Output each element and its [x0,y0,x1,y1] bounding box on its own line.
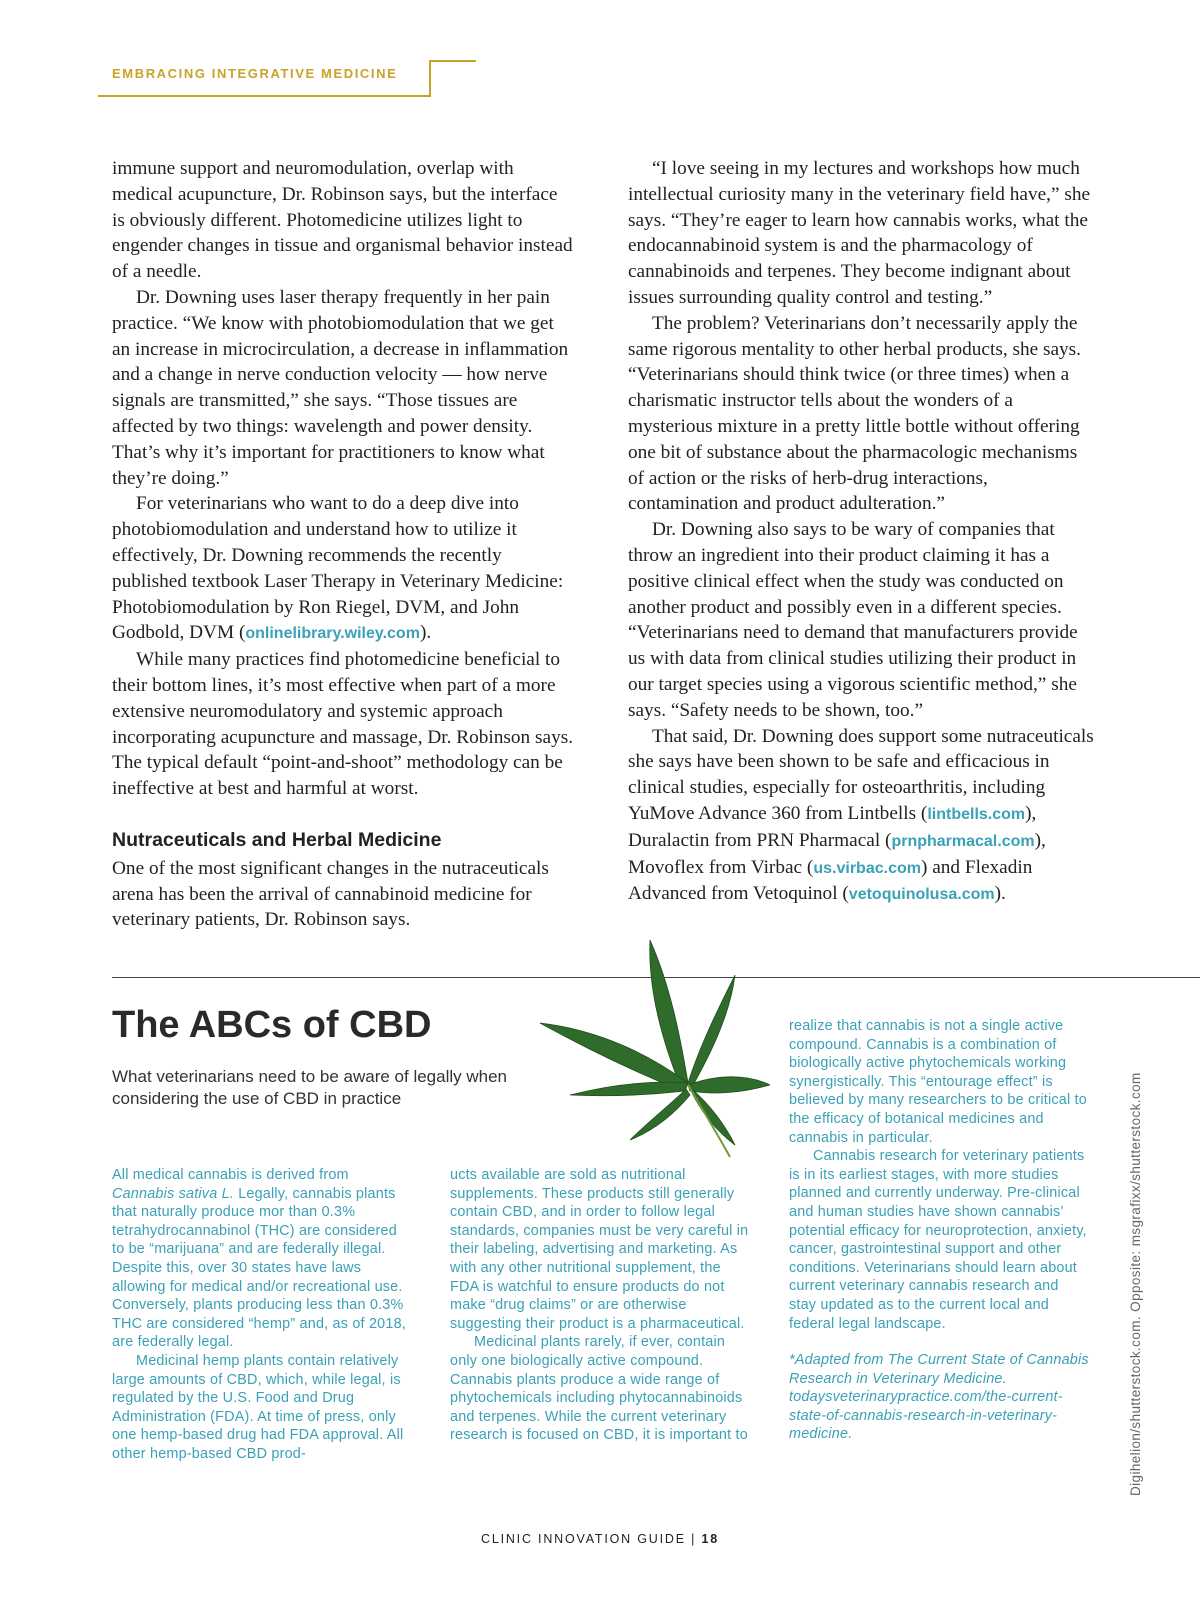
link-vetoquinol[interactable]: vetoquinolusa.com [848,886,995,904]
section-rule [98,95,431,97]
paragraph-text: For veterinarians who want to do a deep dive into photobiomodulation and understand how to utilize it effectively, Dr. Downing recommends the recently published textbook Laser Therapy in Veterinary Medicine: Photobiomodulation by Ron Riegel, DVM, and John Godbold, DVM ( [112,493,564,644]
paragraph-text: Legally, cannabis plants that naturally produce mor than 0.3% tetrahydrocannabinol (THC) are considered to be “marijuana” and are federally illegal. Despite this, over 30 states have laws allowing for medical and/or recreational use. Conversely, plants producing less than 0.3% THC are considered “hemp” and, as of 2018, are federally legal. [112,1185,406,1351]
italic-species-name: Cannabis sativa L. [112,1185,234,1202]
article-right-column [628,156,1094,908]
paragraph-text: ). [994,883,1006,905]
paragraph-text: That said, Dr. Downing does support some nutraceuticals she says have been shown to be safe and efficacious in clinical studies, especially for osteoarthritis, including YuMove Advance 360 from Lintbells ( [628,725,1094,824]
paragraph: One of the most significant changes in the nutraceuticals arena has been the arrival of cannabinoid medicine for veterinary patients, Dr. Robinson says. [112,857,549,931]
page-footer [0,1532,1200,1546]
section-rule-top [429,60,476,62]
paragraph: Cannabis research for veterinary patients is in its earliest stages, with more studies planned and currently underway. Pre-clinical and human studies have shown cannabis’ potential efficacy for neuroprotection, anxiety, cancer, gastrointestinal support and other conditions. Veterinarians should learn about current veterinary cannabis research and stay updated as to the current local and federal legal landscape. [789,1148,1087,1332]
paragraph-text: ), Movoflex from Virbac ( [628,829,1046,878]
footer-separator: | [691,1532,697,1546]
paragraph: Medicinal plants rarely, if ever, contain only one biologically active compound. Cannabis plants produce a wide range of phytochemicals including phytocannabinoids and terpenes. While the current veterinary research is focused on CBD, it is important to [450,1334,748,1444]
paragraph-text: ) and Flexadin Advanced from Vetoquinol ( [628,856,1033,905]
link-lintbells[interactable]: lintbells.com [927,805,1026,823]
paragraph: “I love seeing in my lectures and workshops how much intellectual curiosity many in the veterinary field have,” she says. “They’re eager to learn how cannabis works, what the endocannabinoid system is and the pharmacology of cannabinoids and terpenes. They become indignant about issues surrounding quality control and testing.” [628,158,1091,308]
paragraph: The problem? Veterinarians don’t necessarily apply the same rigorous mentality to other herbal products, she says. “Veterinarians should think twice (or three times) when a charismatic instructor tells about the wonders of a mysterious mixture in a pretty little bottle without offering one bit of substance about the pharmacologic mechanisms of action or the risks of herb-drug interactions, contamination and product adulteration.” [628,312,1082,515]
paragraph-text: ). [419,622,432,644]
sidebar-column-3 [789,1017,1089,1444]
publication-name: CLINIC INNOVATION GUIDE [481,1532,686,1546]
paragraph: While many practices find photomedicine beneficial to their bottom lines, it’s most effective when part of a more extensive neuromodulatory and systemic approach incorporating acupuncture and massage, Dr. Robinson says. The typical default “point-and-shoot” methodology can be ineffective at best and harmful at worst. [112,649,574,800]
paragraph [628,724,1094,909]
link-virbac[interactable]: us.virbac.com [813,859,921,877]
link-onlinelibrary[interactable]: onlinelibrary.wiley.com [245,625,420,643]
sidebar-title: The ABCs of CBD [112,1004,432,1046]
paragraph: Dr. Downing uses laser therapy frequently in her pain practice. “We know with photobiomodulation that we get an increase in microcirculation, a decrease in inflammation and a change in nerve conduction velocity — how nerve signals are transmitted,” she says. “Those tissues are affected by two things: wavelength and power density. That’s why it’s important for practitioners to know what they’re doing.” [112,286,569,489]
paragraph: Medicinal hemp plants contain relatively large amounts of CBD, which, while legal, is regulated by the U.S. Food and Drug Administration (FDA). At time of press, only one hemp-based drug had FDA approval. All other hemp-based CBD prod- [112,1352,404,1462]
article-left-column [112,156,574,933]
source-note: *Adapted from The Current State of Cannabis Research in Veterinary Medicine. todaysveterinarypractice.com/the-current-state-of-cannabis-research-in-veterinary-medicine. [789,1352,1089,1443]
sidebar-subtitle: What veterinarians need to be aware of legally when considering the use of CBD in practice [112,1067,508,1108]
section-heading: Nutraceuticals and Herbal Medicine [112,828,442,851]
section-rule-vertical [429,60,431,96]
paragraph: immune support and neuromodulation, overlap with medical acupuncture, Dr. Robinson says, but the interface is obviously different. Photomedicine utilizes light to engender changes in tissue and organismal behavior instead of a needle. [112,158,573,283]
cannabis-leaf-image [530,935,770,1160]
sidebar-column-1 [112,1166,412,1464]
paragraph-text: ), Duralactin from PRN Pharmacal ( [628,802,1037,851]
sidebar-column-2 [450,1166,752,1445]
paragraph [112,1166,412,1352]
paragraph: Dr. Downing also says to be wary of companies that throw an ingredient into their product claiming it has a positive clinical effect when the study was conducted on another product and possibly even in a different species. “Veterinarians need to demand that manufacturers provide us with data from clinical studies utilizing their product in our target species using a vigorous scientific method,” she says. “Safety needs to be shown, too.” [628,519,1078,721]
link-prnpharmacal[interactable]: prnpharmacal.com [891,832,1035,850]
paragraph: realize that cannabis is not a single active compound. Cannabis is a combination of biologically active phytochemicals working synergistically. This “entourage effect” is believed by many researchers to be critical to the efficacy of botanical medicines and cannabis in particular. [789,1018,1087,1146]
paragraph: ucts available are sold as nutritional supplements. These products still generally contain CBD, and in order to follow legal standards, companies must be very careful in their labeling, advertising and marketing. As with any other nutritional supplement, the FDA is watchful to ensure products do not make “drug claims” or are otherwise suggesting their product is a pharmaceutical. [450,1167,749,1332]
paragraph-text: All medical cannabis is derived from [112,1167,349,1183]
page-number: 18 [701,1532,719,1546]
section-label: EMBRACING INTEGRATIVE MEDICINE [112,66,398,81]
photo-credit: Digihelion/shutterstock.com. Opposite: msgrafixx/shutterstock.com [1128,1072,1143,1496]
paragraph [112,491,574,647]
